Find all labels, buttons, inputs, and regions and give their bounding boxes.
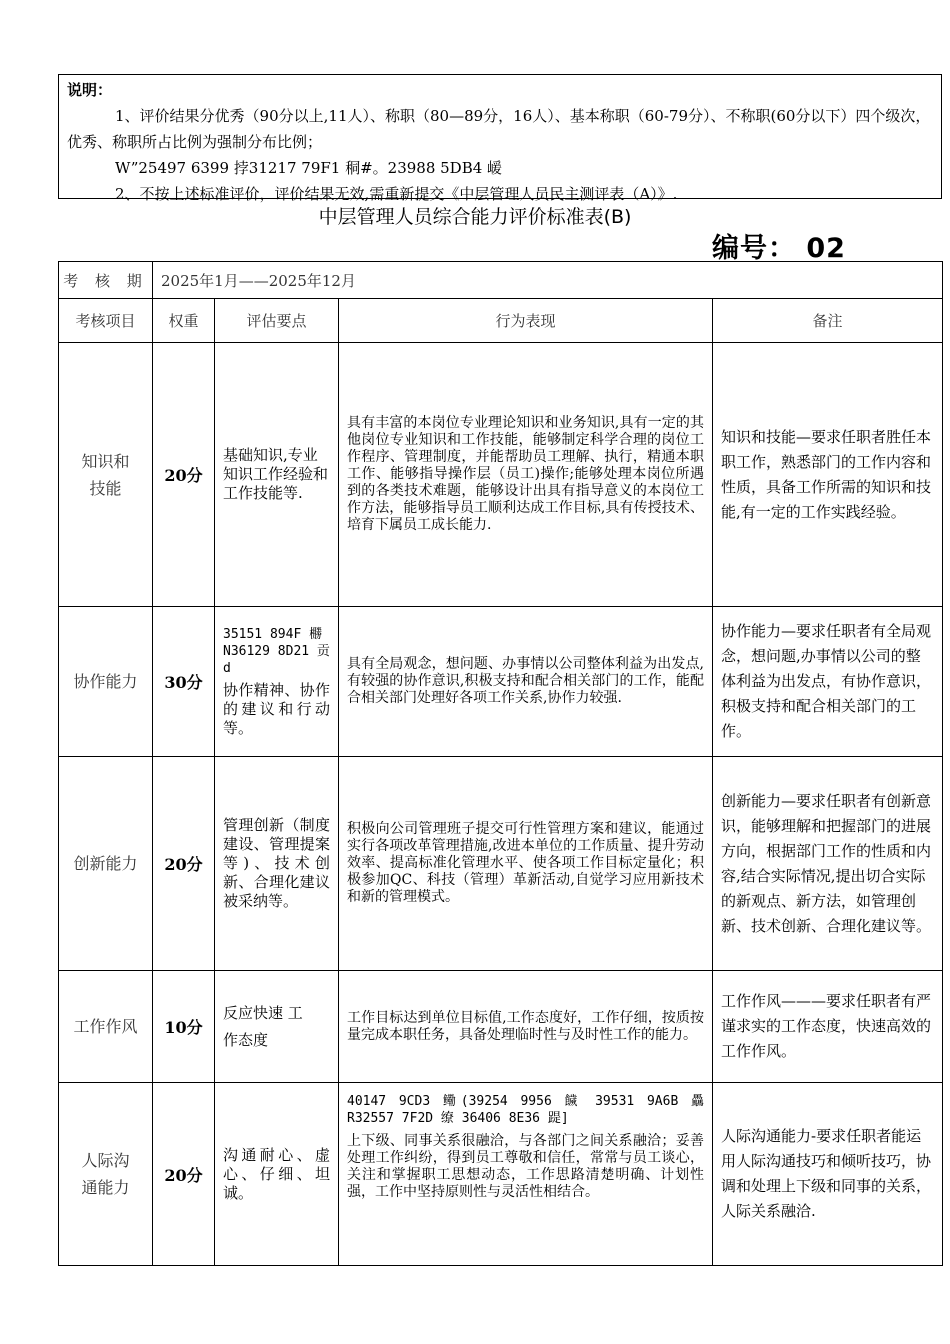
document-number: 编号： 02 <box>712 233 846 264</box>
behavior-text: 具有全局观念，想问题、办事情以公司整体利益为出发点,有较强的协作意识,积极支持和配合相关部门的工作，能配合相关部门处理好各项工作关系,协作力较强. <box>347 656 704 706</box>
behavior-text: 具有丰富的本岗位专业理论知识和业务知识,具有一定的其他岗位专业知识和工作技能，能够制定科学合理的岗位工作程序、管理制度，并能帮助员工理解、执行，精通本职工作、能够指导操作层（员工)操作;能够处理本岗位所遇到的各类技术难题，能够设计出具有指导意义的本岗位工作方法，能够指导员工顺利达成工作目标,具有传授技术、培育下属员工成长能力. <box>347 415 704 533</box>
item-label: 通能力 <box>81 1178 130 1197</box>
header-behavior: 行为表现 <box>339 299 713 343</box>
points-garbled-text: 35151 894F 橳 N36129 8D21 贡 d <box>223 626 330 676</box>
points-cell <box>215 607 339 757</box>
header-item: 考核项目 <box>59 299 153 343</box>
item-label: 创新能力 <box>73 854 138 873</box>
behavior-text: 工作目标达到单位目标值,工作态度好，工作仔细，按质按量完成本职任务，具备处理临时性与及时性工作的能力。 <box>347 1009 704 1043</box>
instructions-garbled-text: W”25497 6399 挬31217 79F1 秱#。23988 5DB4 嵈 <box>115 159 503 177</box>
behavior-cell <box>339 1083 713 1266</box>
points-cell <box>215 343 339 607</box>
points-text: 基础知识,专业知识工作经验和工作技能等. <box>223 446 329 502</box>
period-label: 考 核 期 <box>59 262 153 299</box>
instructions-line-2: 2、不按上述标准评价，评价结果无效,需重新提交《中层管理人员民主测评表（A）》. <box>115 185 678 203</box>
table-row <box>59 971 943 1083</box>
evaluation-table <box>58 261 943 1266</box>
period-value: 2025年1月——2025年12月 <box>153 262 943 299</box>
behavior-text: 上下级、同事关系很融洽，与各部门之间关系融洽；妥善处理工作纠纷，得到员工尊敬和信任，常常与员工谈心，关注和掌握职工思想动态，工作思路清楚明确、计划性强，工作中坚持原则性与灵活性相结合。 <box>347 1133 704 1200</box>
instructions-heading: 说明： <box>67 81 113 99</box>
remark-cell <box>713 1083 943 1266</box>
period-row <box>59 262 943 299</box>
remark-text: 人际沟通能力-要求任职者能运用人际沟通技巧和倾听技巧，协调和处理上下级和同事的关系，人际关系融洽. <box>721 1127 932 1220</box>
item-cell <box>59 971 153 1083</box>
item-cell <box>59 1083 153 1266</box>
item-cell <box>59 757 153 971</box>
behavior-garbled-text: 40147 9CD3 鳓(39254 9956 饖 39531 9A6B 驫 R32557 7F2D 缭 36406 8E36 踶] <box>347 1094 704 1126</box>
table-row <box>59 607 943 757</box>
remark-cell <box>713 971 943 1083</box>
header-weight: 权重 <box>153 299 215 343</box>
instructions-box <box>58 74 942 203</box>
item-label: 协作能力 <box>73 672 138 691</box>
table-row <box>59 343 943 607</box>
weight-cell: 10分 <box>153 971 215 1083</box>
remark-text: 工作作风———要求任职者有严谨求实的工作态度，快速高效的工作作风。 <box>721 992 932 1060</box>
weight-cell: 20分 <box>153 1083 215 1266</box>
behavior-cell <box>339 971 713 1083</box>
behavior-cell <box>339 607 713 757</box>
item-cell <box>59 607 153 757</box>
points-text: 管理创新（制度建设、管理提案等)、技术创新、合理化建议被采纳等。 <box>223 816 330 910</box>
remark-text: 协作能力—要求任职者有全局观念，想问题,办事情以公司的整体利益为出发点，有协作意识，积极支持和配合相关部门的工作。 <box>721 622 932 740</box>
weight-cell: 20分 <box>153 343 215 607</box>
instructions-line-1: 1、评价结果分优秀（90分以上,11人）、称职（80—89分，16人）、基本称职（60-79分）、不称职(60分以下）四个级次，优秀、称职所占比例为强制分布比例； <box>67 107 931 151</box>
remark-cell <box>713 607 943 757</box>
weight-cell: 30分 <box>153 607 215 757</box>
document-title: 中层管理人员综合能力评价标准表(B) <box>318 206 632 228</box>
table-row <box>59 1083 943 1266</box>
points-text: 协作精神、协作的建议和行动等。 <box>223 680 330 737</box>
behavior-cell <box>339 343 713 607</box>
item-label: 技能 <box>89 478 122 498</box>
points-cell <box>215 757 339 971</box>
remark-cell <box>713 757 943 971</box>
points-text: 反应快速 工作态度 <box>223 1003 303 1049</box>
item-cell <box>59 343 153 607</box>
header-row <box>59 299 943 343</box>
item-label: 工作作风 <box>73 1017 138 1036</box>
points-text: 沟通耐心、虚心、仔细、坦诚。 <box>223 1145 330 1202</box>
item-label: 知识和 <box>81 451 130 471</box>
item-label: 人际沟 <box>81 1151 130 1170</box>
remark-text: 创新能力—要求任职者有创新意识，能够理解和把握部门的进展方向，根据部门工作的性质和内容,结合实际情况,提出切合实际的新观点、新方法，如管理创新、技术创新、合理化建议等。 <box>721 791 932 935</box>
table-row <box>59 757 943 971</box>
points-cell <box>215 1083 339 1266</box>
header-remark: 备注 <box>713 299 943 343</box>
header-points: 评估要点 <box>215 299 339 343</box>
behavior-text: 积极向公司管理班子提交可行性管理方案和建议，能通过实行各项改革管理措施,改进本单位的工作质量、提升劳动效率、提高标准化管理水平、使各项工作目标定量化；积极参加QC、科技（管理）革新活动,自觉学习应用新技术和新的管理模式。 <box>347 821 704 905</box>
points-cell <box>215 971 339 1083</box>
behavior-cell <box>339 757 713 971</box>
remark-cell <box>713 343 943 607</box>
weight-cell: 20分 <box>153 757 215 971</box>
remark-text: 知识和技能—要求任职者胜任本职工作，熟悉部门的工作内容和性质，具备工作所需的知识和技能,有一定的工作实践经验。 <box>721 427 932 521</box>
